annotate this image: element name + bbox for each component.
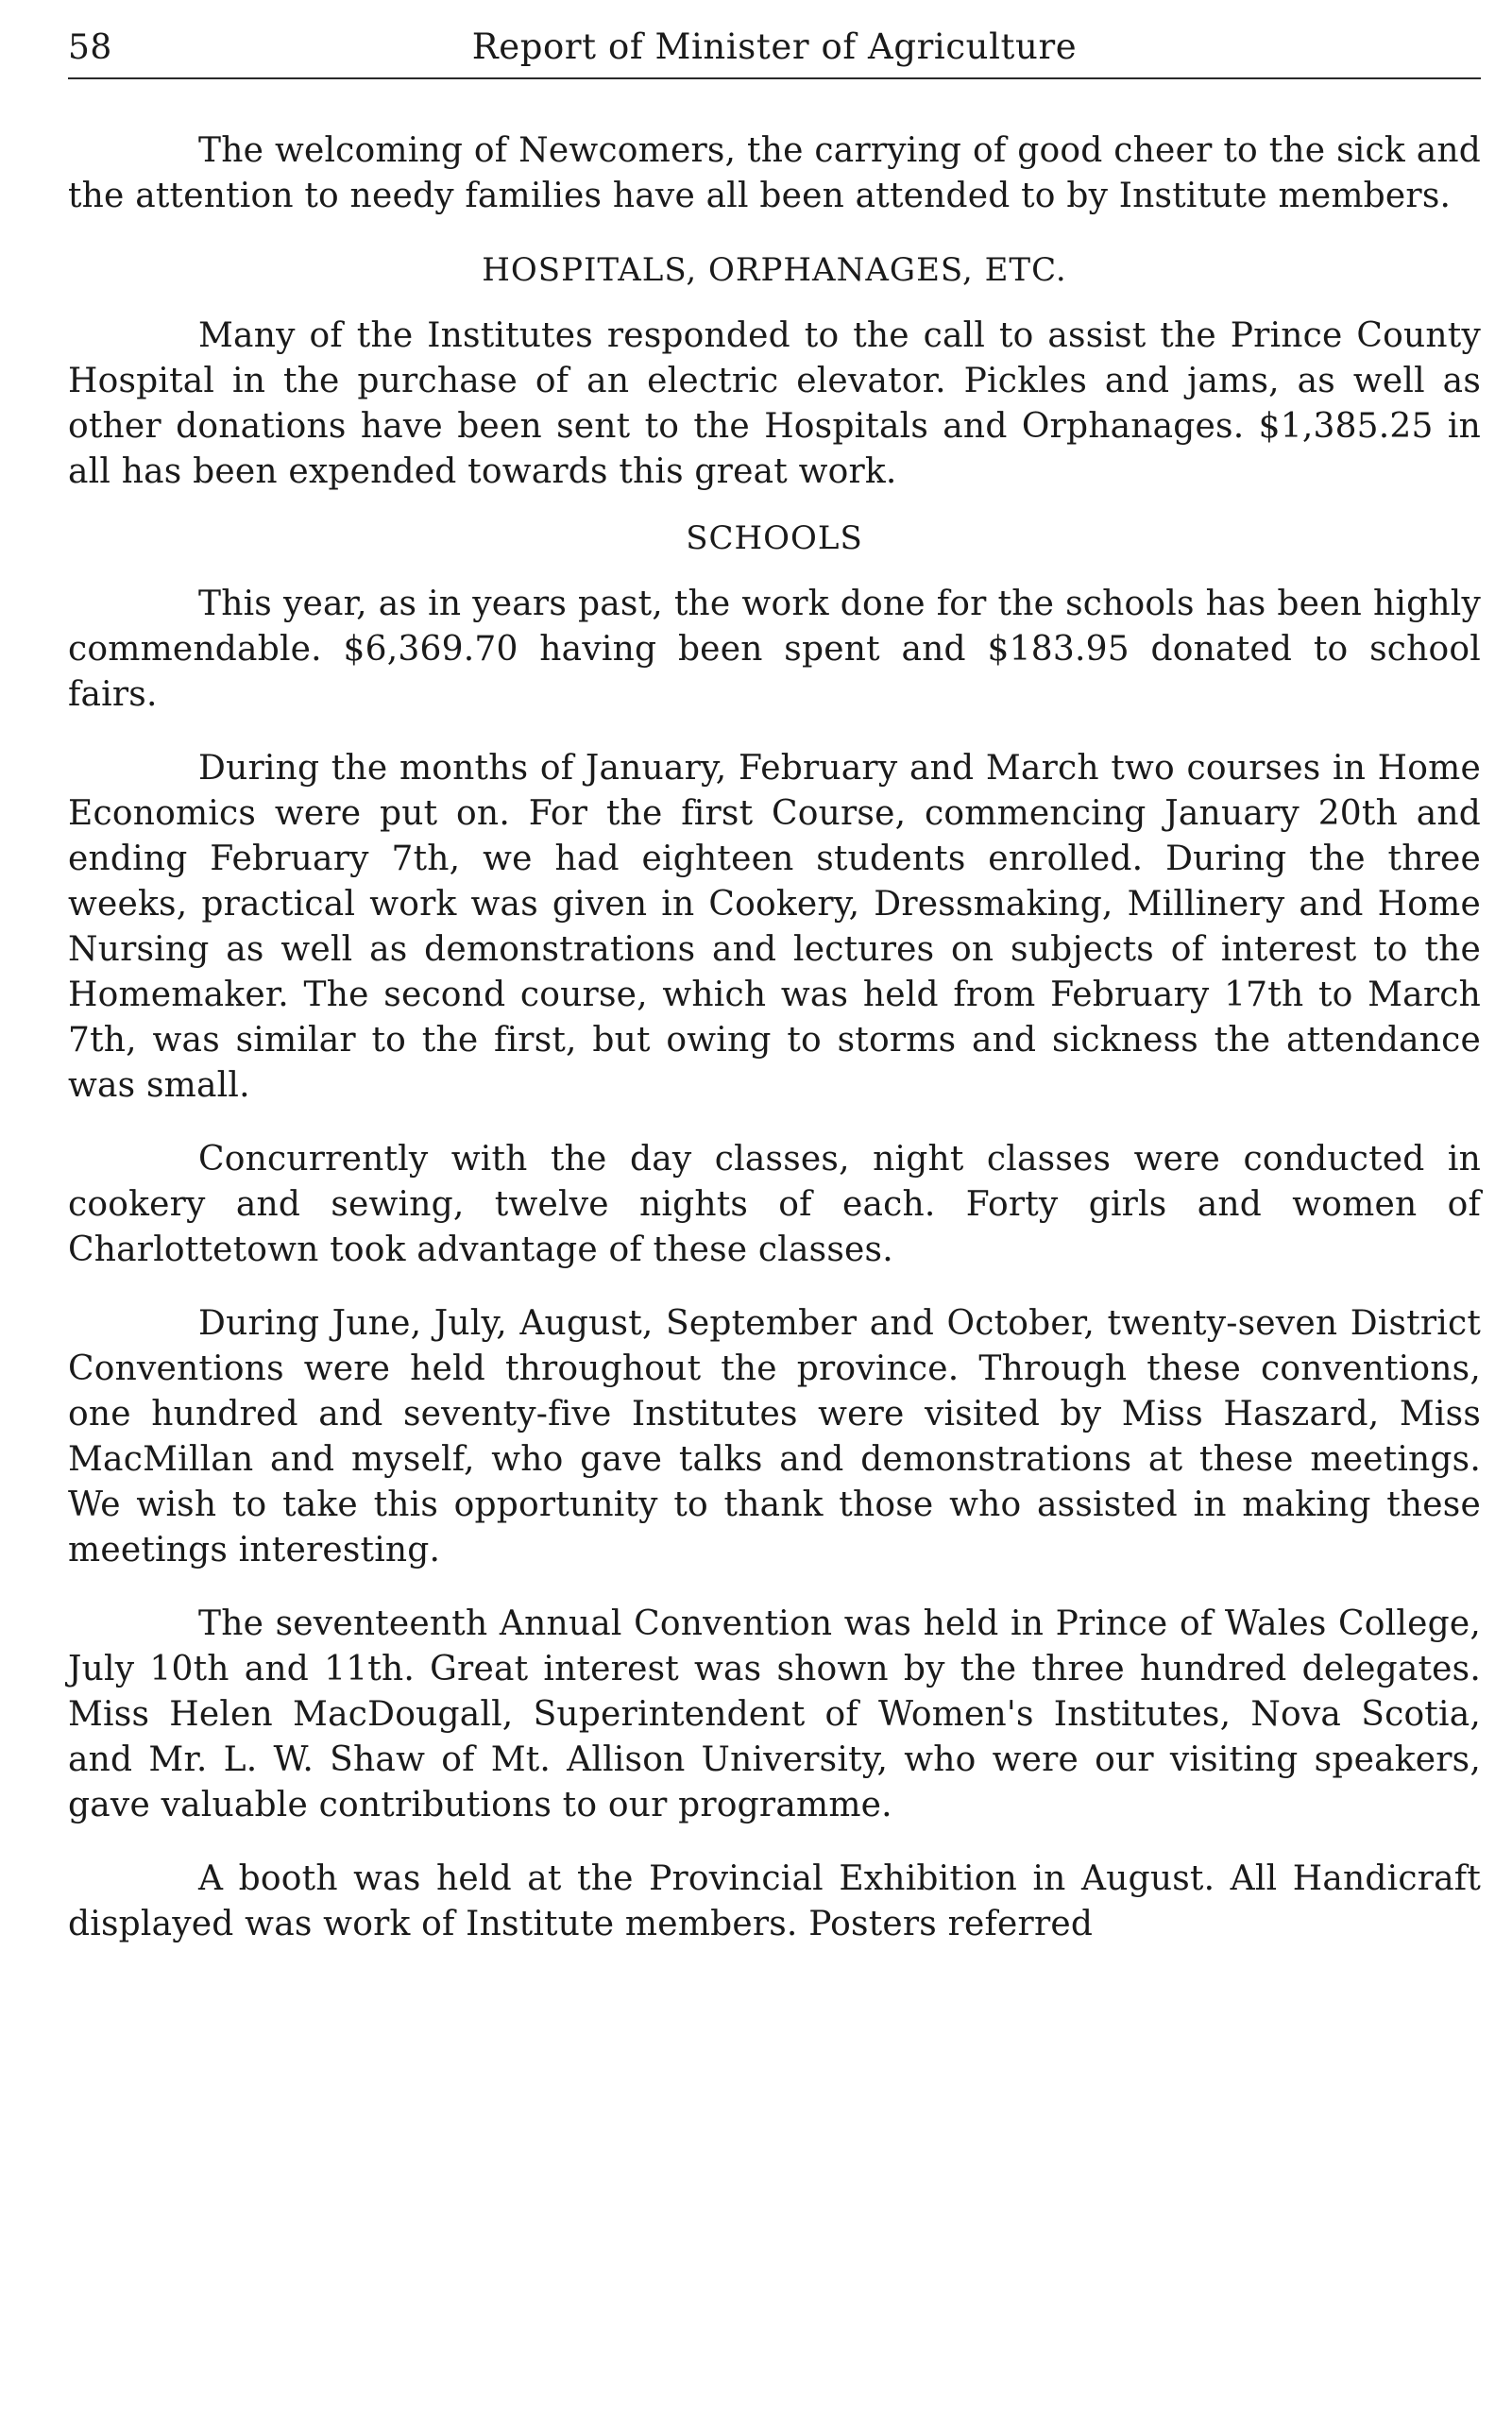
spacer — [68, 495, 1481, 516]
spacer — [68, 293, 1481, 314]
body-text — [68, 128, 1481, 1947]
spacer — [68, 219, 1481, 247]
section-heading-hospitals: HOSPITALS, ORPHANAGES, ETC. — [482, 251, 1067, 289]
paragraph-newcomers: The welcoming of Newcomers, the carrying of good cheer to the sick and the attention to needy families have all been attended to by Institute members. — [68, 131, 1481, 215]
paragraph-exhibition-booth: A booth was held at the Provincial Exhibition in August. All Handicraft displayed was work of Institute members. Posters referred — [68, 1859, 1481, 1943]
header-rule — [68, 77, 1481, 79]
paragraph-home-economics: During the months of January, February and March two courses in Home Economics were put on. For the first Course, commencing January 20th and ending February 7th, we had eighteen students enrolled. During the three weeks, practical work was given in Cookery, Dressmaking, Millinery and Home Nursing as well as demonstrations and lectures on subjects of interest to the Homemaker. The second course, which was held from February 17th to March 7th, was similar to the first, but owing to storms and sickness the attendance was small. — [68, 749, 1481, 1105]
paragraph-hospitals: Many of the Institutes responded to the call to assist the Prince County Hospital in the purchase of an electric elevator. Pickles and jams, as well as other donations have been sent to the Hospitals and Orphanages. $1,385.25 in all has been expended towards this great work. — [68, 316, 1481, 491]
paragraph-district-conventions: During June, July, August, September and October, twenty-seven District Conventions were held throughout the province. Through these conventions, one hundred and seventy-five Institutes were visited by Miss Haszard, Miss MacMillan and myself, who gave talks and demonstrations at these meetings. We wish to take this opportunity to thank those who assisted in making these meetings interesting. — [68, 1304, 1481, 1569]
spacer — [68, 1573, 1481, 1602]
running-title: Report of Minister of Agriculture — [471, 26, 1078, 67]
spacer — [68, 561, 1481, 582]
spacer — [68, 718, 1481, 746]
spacer — [68, 1109, 1481, 1137]
paragraph-annual-convention: The seventeenth Annual Convention was held in Prince of Wales College, July 10th and 11th. Great interest was shown by the three hundred delegates. Miss Helen MacDougall, Superintendent of Women's Institutes, Nova Scotia, and Mr. L. W. Shaw of Mt. Allison University, who were our visiting speakers, gave valuable contributions to our programme. — [68, 1604, 1481, 1824]
spacer — [68, 1828, 1481, 1857]
page-number: 58 — [68, 28, 112, 67]
running-header — [68, 25, 1481, 77]
paragraph-schools: This year, as in years past, the work done for the schools has been highly commendable. $6,369.70 having been spent and $183.95 donated to school fairs. — [68, 585, 1481, 714]
spacer — [68, 1273, 1481, 1301]
section-heading-schools: SCHOOLS — [686, 519, 863, 557]
paragraph-night-classes: Concurrently with the day classes, night classes were conducted in cookery and sewing, twelve nights of each. Forty girls and women of Charlottetown took advantage of these classes. — [68, 1140, 1481, 1269]
